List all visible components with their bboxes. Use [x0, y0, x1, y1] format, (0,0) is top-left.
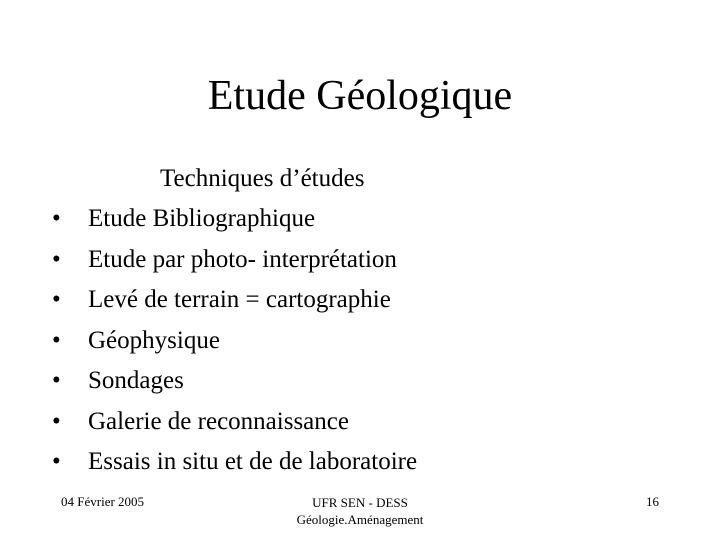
bullet-text-photo-interpretation: Etude par photo- interprétation: [88, 245, 397, 273]
footer-center-line-2: Géologie.Aménagement: [296, 512, 424, 527]
bullet-text-galerie: Galerie de reconnaissance: [88, 407, 349, 435]
bullet-icon: •: [52, 205, 61, 232]
bullet-icon: •: [52, 448, 61, 475]
slide-subtitle: Techniques d’études: [160, 165, 365, 192]
slide-title: Etude Géologique: [207, 73, 513, 119]
bullet-text-sondages: Sondages: [88, 367, 184, 394]
bullet-icon: •: [52, 367, 61, 394]
bullet-icon: •: [52, 245, 61, 273]
bullet-text-geophysique: Géophysique: [88, 326, 220, 354]
bullet-icon: •: [52, 286, 61, 313]
footer-date: 04 Février 2005: [61, 494, 145, 509]
bullet-icon: •: [52, 326, 61, 354]
bullet-icon: •: [52, 407, 61, 435]
footer-center-line-1: UFR SEN - DESS: [312, 495, 408, 510]
footer-page-number: 16: [646, 494, 659, 509]
bullet-text-essais: Essais in situ et de de laboratoire: [88, 448, 418, 475]
bullet-text-bibliographique: Etude Bibliographique: [88, 205, 316, 232]
footer-center: [250, 494, 470, 528]
bullet-text-cartographie: Levé de terrain = cartographie: [88, 286, 391, 313]
